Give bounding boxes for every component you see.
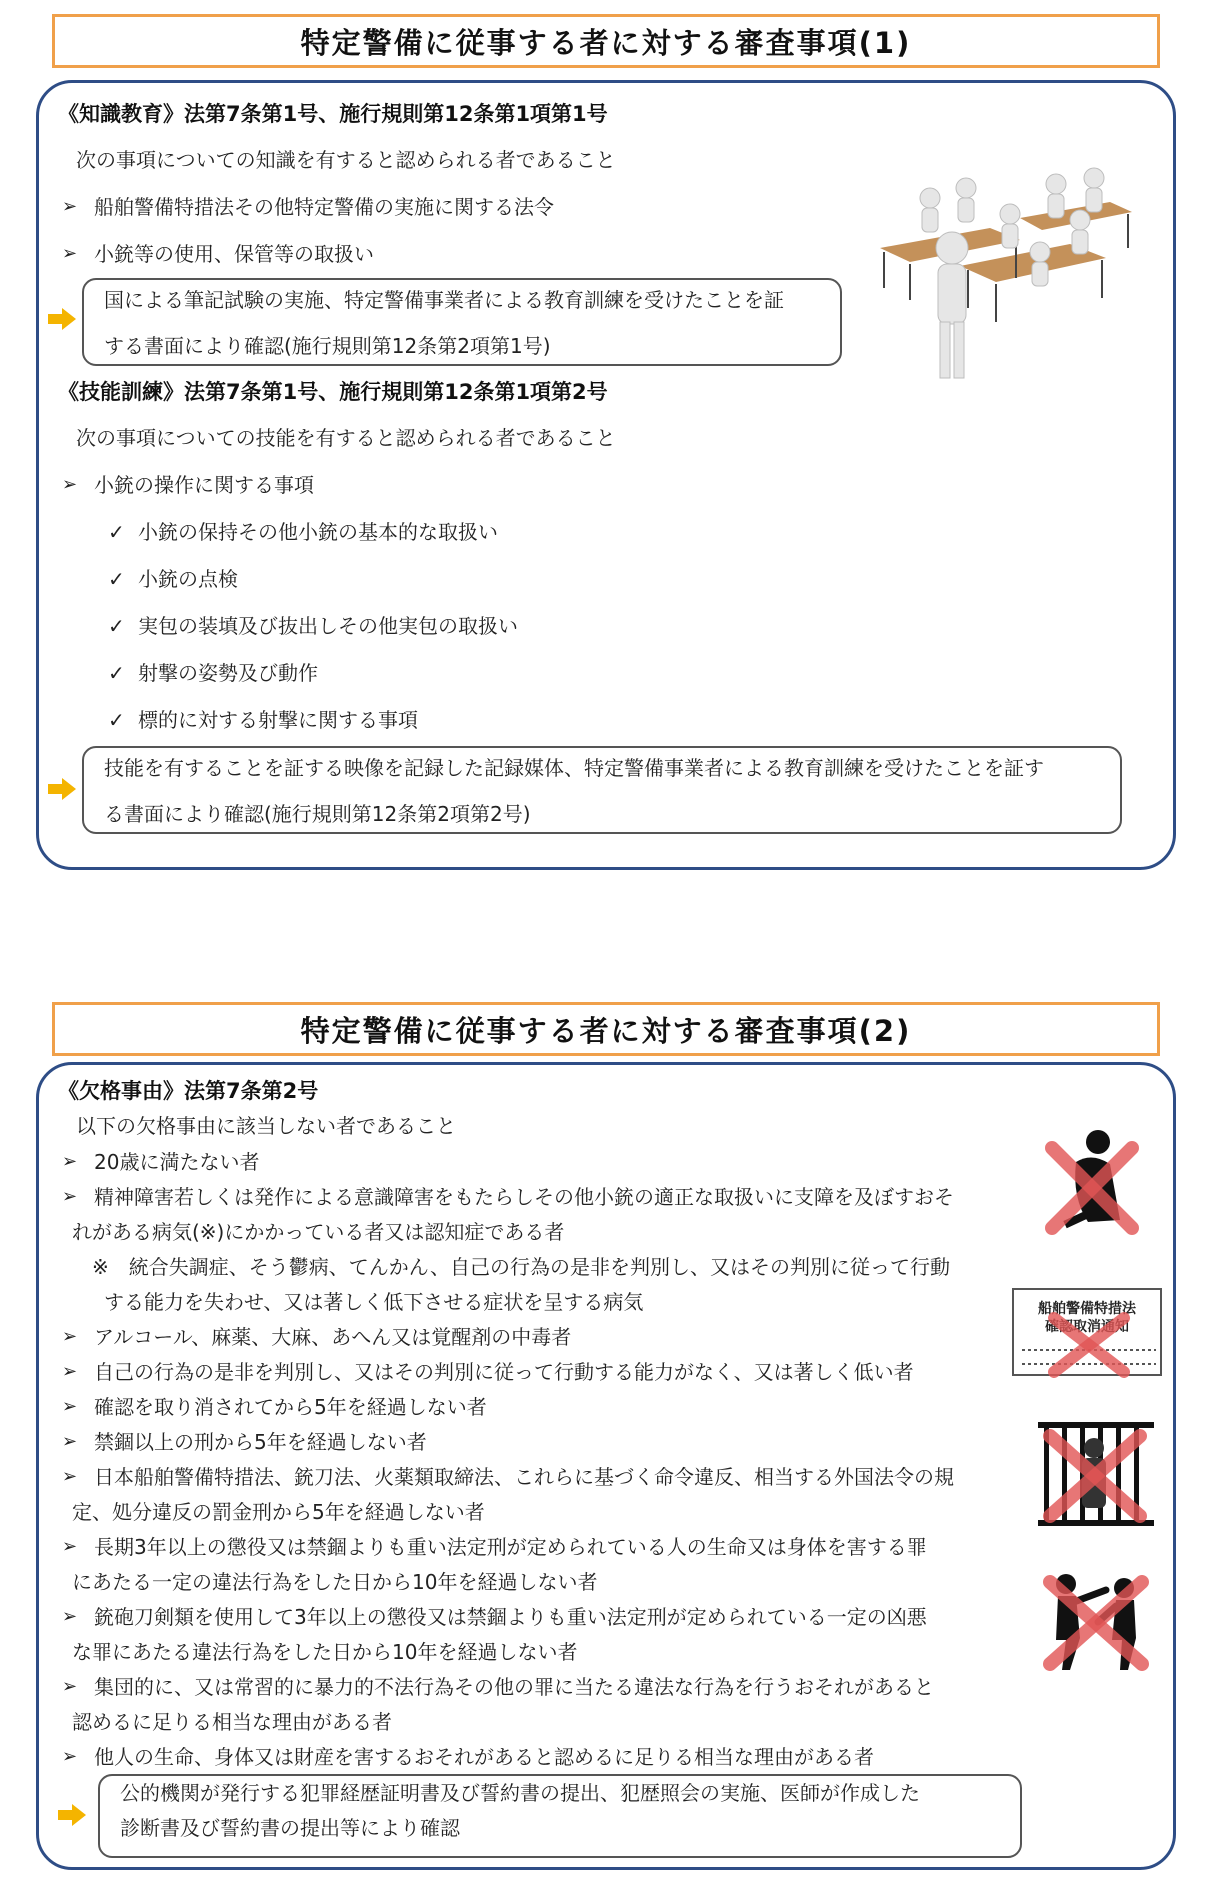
skill-item: ➢ 小銃の操作に関する事項: [94, 471, 314, 499]
skill-confirm-line: る書面により確認(施行規則第12条第2項第2号): [104, 802, 531, 826]
revocation-notice-icon: [1012, 1288, 1162, 1376]
classroom-illustration: [870, 158, 1160, 388]
skill-check-item: ✓ 標的に対する射撃に関する事項: [138, 706, 418, 734]
disqualification-item-cont: にあたる一定の違法行為をした日から10年を経過しない者: [72, 1570, 598, 1594]
skill-heading: 《技能訓練》法第7条第1号、施行規則第12条第1項第2号: [58, 380, 608, 404]
notice-line: 確認取消通知: [1045, 1319, 1129, 1335]
disqualification-item-cont: 認めるに足りる相当な理由がある者: [72, 1710, 392, 1734]
knowledge-item: ➢ 小銃等の使用、保管等の取扱い: [94, 240, 374, 268]
violence-crossed-icon: [1036, 1566, 1156, 1676]
disqualification-item: ➢ 銃砲刀剣類を使用して3年以上の懲役又は禁錮よりも重い法定刑が定められている一定の凶悪: [94, 1603, 927, 1631]
knowledge-confirm-line: 国による筆記試験の実施、特定警備事業者による教育訓練を受けたことを証: [104, 288, 784, 312]
disqualification-item: ➢ 確認を取り消されてから5年を経過しない者: [94, 1393, 487, 1421]
section1-title: [52, 14, 1160, 68]
disqualification-item: ➢ 自己の行為の是非を判別し、又はその判別に従って行動する能力がなく、又は著しく低い者: [94, 1358, 914, 1386]
disqualification-item: ➢ 精神障害若しくは発作による意識障害をもたらしその他小銃の適正な取扱いに支障を及ぼすおそ: [94, 1183, 954, 1211]
disqualification-item-cont: 定、処分違反の罰金刑から5年を経過しない者: [72, 1500, 485, 1524]
arrow-right-icon: [48, 308, 76, 330]
disqualification-item-cont: な罪にあたる違法行為をした日から10年を経過しない者: [72, 1640, 578, 1664]
disqualification-note: ※ 統合失調症、そう鬱病、てんかん、自己の行為の是非を判別し、又はその判別に従って行動: [92, 1255, 950, 1279]
prison-crossed-icon: [1036, 1418, 1156, 1530]
cross-mark-icon: [1014, 1290, 1164, 1378]
disqualification-confirm-line: 公的機関が発行する犯罪経歴証明書及び誓約書の提出、犯歴照会の実施、医師が作成した: [120, 1781, 920, 1805]
section2-title: [52, 1002, 1160, 1056]
skill-check-item: ✓ 小銃の保持その他小銃の基本的な取扱い: [138, 518, 498, 546]
knowledge-heading: 《知識教育》法第7条第1号、施行規則第12条第1項第1号: [58, 102, 608, 126]
disqualification-item: ➢ 他人の生命、身体又は財産を害するおそれがあると認めるに足りる相当な理由がある者: [94, 1743, 874, 1771]
disqualification-item: ➢ 長期3年以上の懲役又は禁錮よりも重い法定刑が定められている人の生命又は身体を害する罪: [94, 1533, 927, 1561]
skill-intro: 次の事項についての技能を有すると認められる者であること: [76, 426, 616, 450]
skill-check-item: ✓ 小銃の点検: [138, 565, 238, 593]
disqualification-item: ➢ アルコール、麻薬、大麻、あへん又は覚醒剤の中毒者: [94, 1323, 571, 1351]
disqualification-item-cont: れがある病気(※)にかかっている者又は認知症である者: [72, 1220, 565, 1244]
skill-check-item: ✓ 実包の装填及び抜出しその他実包の取扱い: [138, 612, 518, 640]
skill-check-item: ✓ 射撃の姿勢及び動作: [138, 659, 318, 687]
knowledge-confirm-line: する書面により確認(施行規則第12条第2項第1号): [104, 334, 551, 358]
disqualification-note-cont: する能力を失わせ、又は著しく低下させる症状を呈する病気: [104, 1290, 644, 1314]
arrow-right-icon: [58, 1804, 86, 1826]
section1-title-text: 特定警備に従事する者に対する審査事項(1): [300, 25, 912, 60]
arrow-right-icon: [48, 778, 76, 800]
knowledge-item: ➢ 船舶警備特措法その他特定警備の実施に関する法令: [94, 193, 554, 221]
disqualification-item: ➢ 20歳に満たない者: [94, 1148, 259, 1176]
notice-line: 船舶警備特措法: [1038, 1301, 1136, 1317]
disqualification-item: ➢ 禁錮以上の刑から5年を経過しない者: [94, 1428, 427, 1456]
disqualification-heading: 《欠格事由》法第7条第2号: [58, 1079, 319, 1103]
disqualification-confirm-line: 診断書及び誓約書の提出等により確認: [120, 1816, 460, 1840]
sick-person-crossed-icon: [1036, 1128, 1148, 1240]
disqualification-item: ➢ 集団的に、又は常習的に暴力的不法行為その他の罪に当たる違法な行為を行うおそれがあると: [94, 1673, 934, 1701]
section2-title-text: 特定警備に従事する者に対する審査事項(2): [300, 1013, 912, 1048]
skill-confirm-line: 技能を有することを証する映像を記録した記録媒体、特定警備事業者による教育訓練を受けたことを証す: [104, 756, 1044, 780]
disqualification-intro: 以下の欠格事由に該当しない者であること: [76, 1114, 456, 1138]
disqualification-item: ➢ 日本船舶警備特措法、銃刀法、火薬類取締法、これらに基づく命令違反、相当する外国法令の規: [94, 1463, 954, 1491]
knowledge-intro: 次の事項についての知識を有すると認められる者であること: [76, 148, 616, 172]
